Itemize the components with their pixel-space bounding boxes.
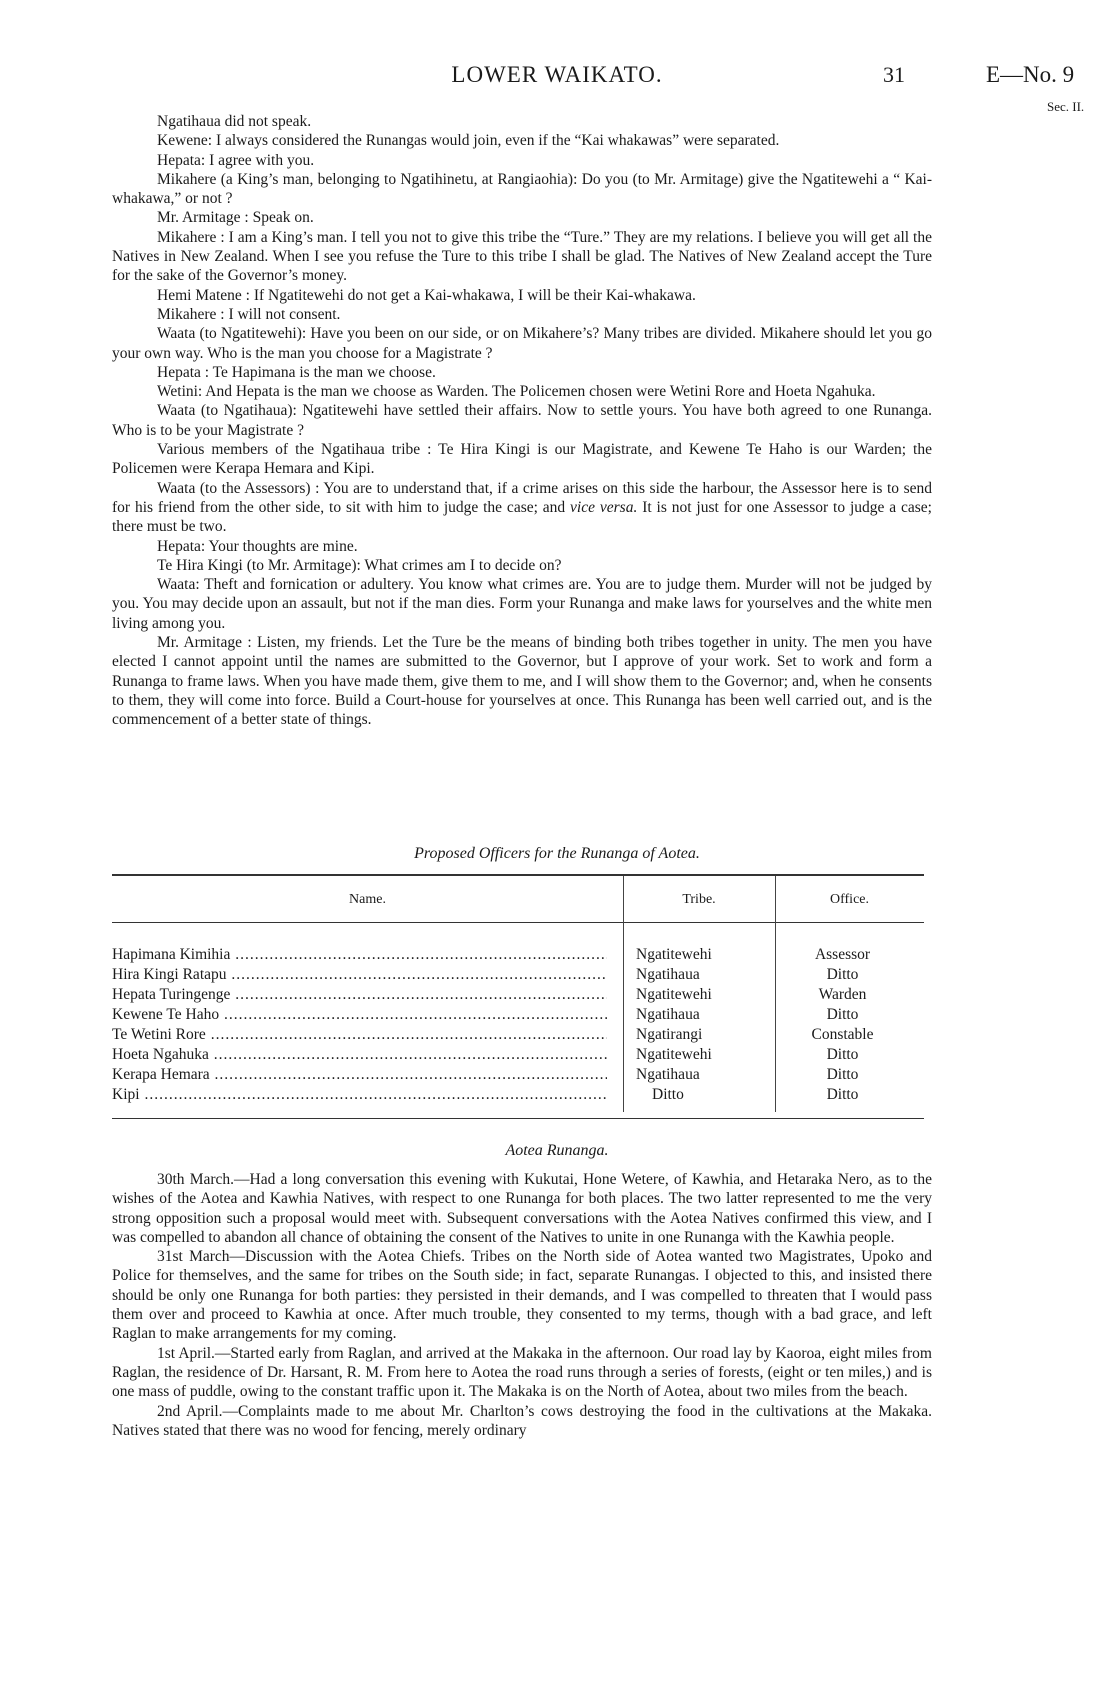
table-row — [0, 946, 1114, 966]
officer-tribe: Ngatihaua — [636, 1066, 700, 1083]
paragraph: Te Hira Kingi (to Mr. Armitage): What crimes am I to decide on? — [157, 556, 562, 574]
paragraph: Mikahere : I am a King’s man. I tell you not to give this tribe the “Ture.” They are my relations. I believe you will get all the Natives in New Zealand. When I see you refuse the Ture to this tribe I shall be glad. The Natives of New Zealand accept the Ture for the sake of the Governor’s money. — [112, 228, 932, 285]
officer-name: Te Wetini Rore ..... — [112, 1026, 607, 1044]
section-heading: Aotea Runanga. — [505, 1142, 609, 1159]
officer-tribe: Ngatitewehi — [636, 1046, 712, 1063]
paragraph: 2nd April.—Complaints made to me about Mr. Charlton’s cows destroying the food in the cultivations at the Makaka. Natives stated that there was no wood for fencing, merely ordinary — [112, 1402, 932, 1439]
paragraph: Mr. Armitage : Listen, my friends. Let the Ture be the means of binding both tribes together in unity. The men you have elected I cannot appoint until the names are submitted to the Governor, but I approve of your work. Set to work and form a Runanga to frame laws. When you have made them, give them to me, and I will show them to the Governor; and, when he consents to them, they will come into force. Build a Court-house for yourselves at once. This Runanga has been well carried out, and is the commencement of a better state of things. — [112, 634, 932, 729]
table-row — [0, 1046, 1114, 1066]
table-top-rule — [112, 874, 924, 876]
paragraph: Hemi Matene : If Ngatitewehi do not get a Kai-whakawa, I will be their Kai-whakawa. — [157, 286, 696, 304]
paragraph: 30th March.—Had a long conversation this evening with Kukutai, Hone Wetere, of Kawhia, and Hetaraka Nero, as to the wishes of the Aotea and Kawhia Natives, with respect to one Runanga for both places. The two latter represented to me the very strong opposition such a proposal would meet with. Subsequent conversations with the Aotea Natives confirmed this view, and I was compelled to abandon all chance of obtaining the consent of the Natives to unite in one Runanga with the Kawhia people. — [112, 1171, 932, 1246]
officer-tribe: Ditto — [652, 1086, 684, 1103]
paragraph: Wetini: And Hepata is the man we choose as Warden. The Policemen chosen were Wetini Rore and Hoeta Ngahuka. — [157, 383, 876, 401]
paragraph: 1st April.—Started early from Raglan, and arrived at the Makaka in the afternoon. Our road lay by Kaoroa, eight miles from Raglan, the residence of Dr. Harsant, R. M. From here to Aotea the road runs through a series of forests, (eight or ten miles,) and is one mass of puddle, owing to the constant traffic upon it. The Makaka is on the North of Aotea, about two miles from the beach. — [112, 1344, 932, 1401]
paragraph: Kewene: I always considered the Runangas would join, even if the “Kai whakawas” were separated. — [157, 132, 780, 150]
paragraph: Mikahere (a King’s man, belonging to Ngatihinetu, at Rangiaohia): Do you (to Mr. Armitage) give the Ngatitewehi a “ Kai-whakawa,” or not ? — [112, 170, 932, 208]
column-header-office: Office. — [830, 892, 869, 907]
officer-office: Constable — [811, 1026, 874, 1043]
paragraph: Waata (to Ngatitewehi): Have you been on our side, or on Mikahere’s? Many tribes are divided. Mikahere should let you go your own way. Who is the man you choose for a Magistrate ? — [112, 325, 932, 362]
document-reference: E—No. 9 — [986, 62, 1075, 87]
officer-tribe: Ngatihaua — [636, 966, 700, 983]
officer-name: Hapimana Kimihia ..... — [112, 946, 607, 964]
officer-office: Ditto — [826, 1066, 859, 1083]
table-caption: Proposed Officers for the Runanga of Aotea. — [414, 845, 700, 862]
table-row — [0, 1006, 1114, 1026]
table-row — [0, 1066, 1114, 1086]
officer-name: Hira Kingi Ratapu ..... — [112, 966, 607, 984]
officer-name: Kipi ..... — [112, 1086, 607, 1104]
officer-office: Ditto — [826, 966, 859, 983]
column-header-tribe: Tribe. — [682, 892, 716, 907]
officer-name: Kerapa Hemara ..... — [112, 1066, 607, 1084]
column-header-name: Name. — [349, 892, 386, 907]
paragraph: Hepata : Te Hapimana is the man we choose. — [157, 363, 436, 381]
page-number: 31 — [883, 62, 905, 87]
officer-tribe: Ngatirangi — [636, 1026, 703, 1043]
paragraph: Mr. Armitage : Speak on. — [157, 209, 314, 227]
dialogue-block — [112, 112, 932, 730]
officer-name: Hepata Turingenge ..... — [112, 986, 607, 1004]
officer-office: Ditto — [826, 1046, 859, 1063]
officer-office: Ditto — [826, 1086, 859, 1103]
section-reference: Sec. II. — [1047, 99, 1085, 114]
officer-tribe: Ngatitewehi — [636, 986, 712, 1003]
table-header-rule — [112, 922, 924, 923]
italic-phrase: vice versa. — [570, 498, 638, 516]
paragraph — [112, 479, 932, 537]
officer-office: Warden — [818, 986, 867, 1003]
officer-office: Ditto — [826, 1006, 859, 1023]
table-row — [0, 986, 1114, 1006]
paragraph: Hepata: Your thoughts are mine. — [157, 537, 358, 555]
paragraph: Various members of the Ngatihaua tribe : Te Hira Kingi is our Magistrate, and Kewene Te Haho is our Warden; the Policemen were Kerapa Hemara and Kipi. — [112, 441, 932, 478]
paragraph-text: It is not just for one Assessor to judge a case; there must be two. — [112, 498, 932, 536]
officer-tribe: Ngatihaua — [636, 1006, 700, 1023]
officer-name: Kewene Te Haho ..... — [112, 1006, 607, 1024]
paragraph: Waata (to Ngatihaua): Ngatitewehi have settled their affairs. Now to settle yours. You have both agreed to one Runanga. Who is to be your Magistrate ? — [112, 402, 932, 439]
table-bottom-rule — [112, 1118, 924, 1119]
paragraph: Waata: Theft and fornication or adultery. You know what crimes are. You are to judge them. Murder will not be judged by you. You may decide upon an assault, but not if the man dies. Form your Runanga and make laws for yourselves and the white men living among you. — [112, 576, 932, 632]
paragraph: 31st March—Discussion with the Aotea Chiefs. Tribes on the North side of Aotea wanted two Magistrates, Upoko and Police for themselves, and the same for tribes on the South side; in fact, separate Runangas. I objected to this, and insisted there should be only one Runanga for both parties: they persisted in their demands, and I was compelled to threaten that I would pass them over and proceed to Kawhia at once. After much trouble, they consented to my terms, though with a bad grace, and left Raglan to make arrangements for my coming. — [112, 1248, 932, 1343]
paragraph: Ngatihaua did not speak. — [157, 113, 312, 130]
page-title: LOWER WAIKATO. — [451, 62, 663, 87]
journal-block — [112, 1170, 932, 1440]
paragraph-text: Waata (to the Assessors) : You are to understand that, if a crime arises on this side the harbour, the Assessor here is to send for his friend from the other side, to sit with him to judge the case; and — [112, 479, 932, 516]
table-row — [0, 1086, 1114, 1106]
officer-tribe: Ngatitewehi — [636, 946, 712, 963]
officer-name: Hoeta Ngahuka ..... — [112, 1046, 607, 1064]
officer-office: Assessor — [814, 946, 871, 963]
paragraph: Mikahere : I will not consent. — [157, 305, 341, 323]
table-row — [0, 1026, 1114, 1046]
table-row — [0, 966, 1114, 986]
paragraph: Hepata: I agree with you. — [157, 151, 315, 169]
